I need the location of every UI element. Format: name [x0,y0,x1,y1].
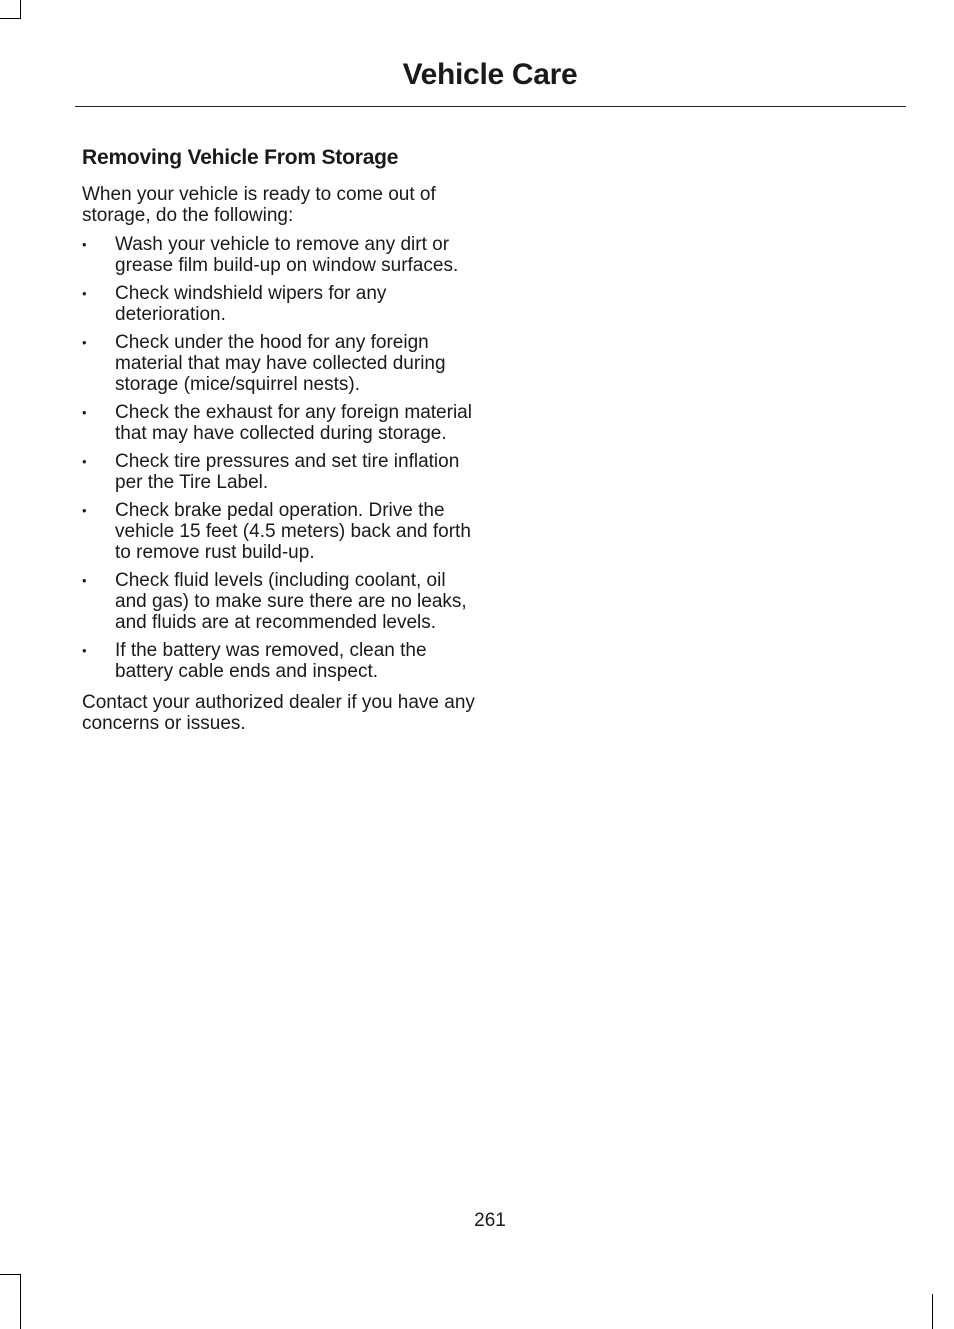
bullet-icon: • [82,237,87,252]
bullet-icon: • [82,643,87,658]
intro-paragraph: When your vehicle is ready to come out of storage, do the following: [82,184,436,226]
list-item-text: Check brake pedal operation. Drive the vehicle 15 feet (4.5 meters) back and forth to remove rust build-up. [115,500,471,563]
list-item [82,570,477,633]
header-divider [75,106,906,107]
list-item [82,332,477,395]
bullet-list [82,234,477,682]
bullet-icon: • [82,573,87,588]
crop-mark-bottom-right-vertical [932,1294,933,1329]
bullet-icon: • [82,405,87,420]
list-item [82,500,477,563]
main-content [82,144,477,742]
crop-mark-top-left-horizontal [0,18,21,19]
list-item-text: Check under the hood for any foreign material that may have collected during storage (mice/squirrel nests). [115,332,446,395]
list-item [82,451,477,493]
crop-mark-bottom-left-vertical [20,1274,21,1329]
list-item-text: Wash your vehicle to remove any dirt or grease film build-up on window surfaces. [115,234,459,276]
bullet-icon: • [82,335,87,350]
list-item-text: Check fluid levels (including coolant, oil and gas) to make sure there are no leaks, and fluids are at recommended levels. [115,570,467,633]
list-item-text: Check the exhaust for any foreign material that may have collected during storage. [115,402,472,444]
bullet-icon: • [82,454,87,469]
list-item [82,283,477,325]
list-item-text: If the battery was removed, clean the battery cable ends and inspect. [115,640,427,682]
page-header-title: Vehicle Care [402,58,578,91]
list-item [82,234,477,276]
bullet-icon: • [82,503,87,518]
list-item-text: Check tire pressures and set tire inflation per the Tire Label. [115,451,460,493]
crop-mark-top-left-vertical [20,0,21,18]
list-item [82,640,477,682]
bullet-icon: • [82,286,87,301]
crop-mark-bottom-left-horizontal [0,1274,21,1275]
section-heading: Removing Vehicle From Storage [82,146,399,169]
list-item-text: Check windshield wipers for any deterioration. [115,283,387,325]
closing-paragraph: Contact your authorized dealer if you have any concerns or issues. [82,692,475,734]
page-number: 261 [474,1210,506,1231]
list-item [82,402,477,444]
